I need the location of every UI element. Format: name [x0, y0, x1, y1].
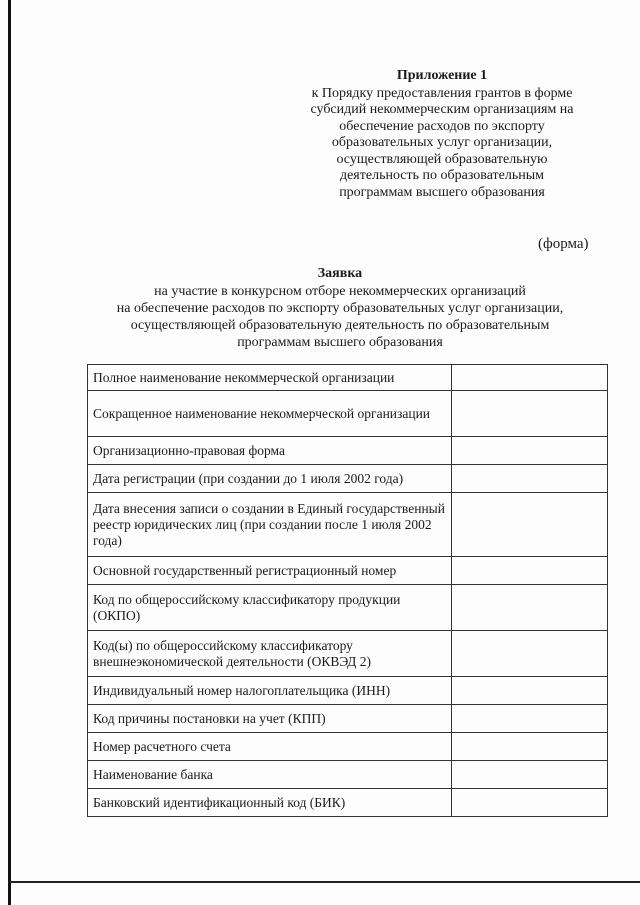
- row-value[interactable]: [452, 789, 608, 817]
- row-value[interactable]: [452, 437, 608, 465]
- table-row: [88, 789, 608, 817]
- row-label: Дата регистрации (при создании до 1 июля 2002 года): [88, 465, 452, 493]
- row-value[interactable]: [452, 557, 608, 585]
- table-row: [88, 705, 608, 733]
- table-row: [88, 733, 608, 761]
- row-value[interactable]: [452, 733, 608, 761]
- table-row: [88, 585, 608, 631]
- row-value[interactable]: [452, 677, 608, 705]
- table-row: [88, 437, 608, 465]
- appendix-line: деятельность по образовательным: [339, 168, 545, 183]
- row-value[interactable]: [452, 631, 608, 677]
- row-value[interactable]: [452, 705, 608, 733]
- row-label: Банковский идентификационный код (БИК): [88, 789, 452, 817]
- appendix-line: осуществляющей образовательную: [336, 151, 548, 167]
- row-label: Код(ы) по общероссийскому классификатору внешнеэкономической деятельности (ОКВЭД 2): [88, 631, 452, 677]
- table-row: [88, 391, 608, 437]
- row-label: Основной государственный регистрационный номер: [88, 557, 452, 585]
- row-value[interactable]: [452, 365, 608, 391]
- table-row: [88, 365, 608, 391]
- appendix-title: Приложение 1: [396, 68, 488, 83]
- row-value[interactable]: [452, 391, 608, 437]
- row-label: Код по общероссийскому классификатору продукции (ОКПО): [88, 585, 452, 631]
- table-row: [88, 761, 608, 789]
- appendix-line: программам высшего образования: [339, 184, 545, 200]
- form-mark: (форма): [538, 236, 589, 252]
- appendix-block: [286, 68, 598, 201]
- row-label: Код причины постановки на учет (КПП): [88, 705, 452, 733]
- appendix-line: обеспечение расходов по экспорту: [339, 118, 545, 134]
- scan-edge-bottom: [8, 881, 640, 883]
- row-value[interactable]: [452, 761, 608, 789]
- appendix-line: к Порядку предоставления грантов в форме: [311, 85, 573, 101]
- row-value[interactable]: [452, 585, 608, 631]
- application-subtitle-line: программам высшего образования: [237, 335, 443, 350]
- appendix-line: субсидий некоммерческим организациям на: [310, 102, 574, 117]
- application-subtitle-line: на участие в конкурсном отборе некоммерческих организаций: [154, 284, 526, 299]
- row-label: Сокращенное наименование некоммерческой организации: [88, 391, 452, 437]
- application-subtitle-line: осуществляющей образовательную деятельность по образовательным: [130, 318, 550, 333]
- application-subtitle-line: на обеспечение расходов по экспорту образовательных услуг организации,: [116, 301, 564, 316]
- table-row: [88, 557, 608, 585]
- row-label: Дата внесения записи о создании в Единый государственный реестр юридических лиц (при создании после 1 июля 2002 года): [88, 493, 452, 557]
- row-label: Полное наименование некоммерческой организации: [88, 365, 452, 391]
- table-row: [88, 493, 608, 557]
- table-row: [88, 465, 608, 493]
- table-row: [88, 677, 608, 705]
- row-label: Номер расчетного счета: [88, 733, 452, 761]
- table-row: [88, 631, 608, 677]
- row-value[interactable]: [452, 493, 608, 557]
- application-title: Заявка: [317, 266, 363, 281]
- row-label: Индивидуальный номер налогоплательщика (ИНН): [88, 677, 452, 705]
- row-label: Организационно-правовая форма: [88, 437, 452, 465]
- scan-edge-left: [8, 0, 11, 905]
- application-table: [87, 364, 608, 817]
- appendix-line: образовательных услуг организации,: [331, 135, 553, 150]
- row-label: Наименование банка: [88, 761, 452, 789]
- row-value[interactable]: [452, 465, 608, 493]
- application-header: [70, 265, 610, 351]
